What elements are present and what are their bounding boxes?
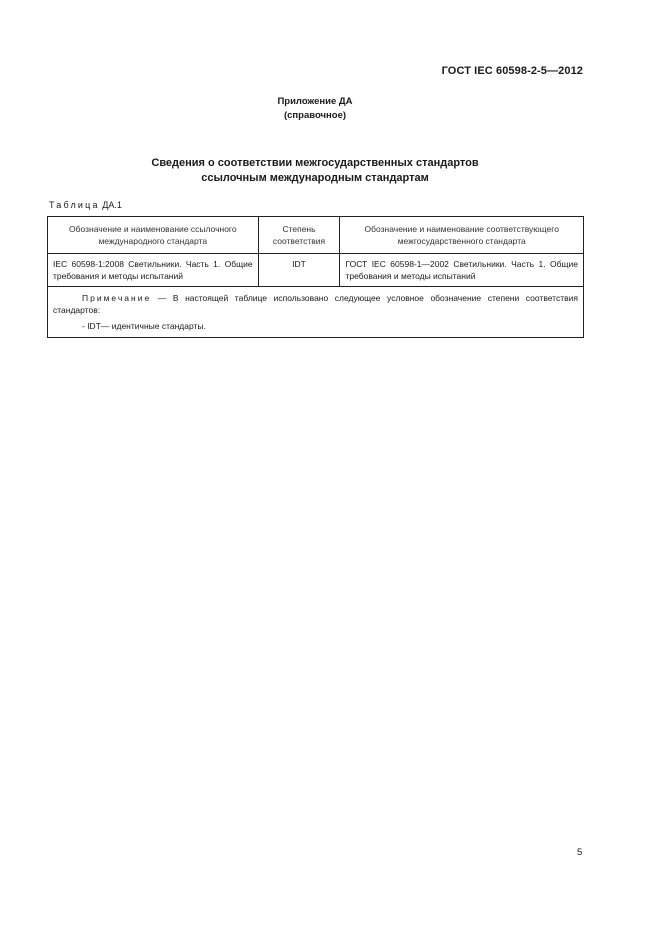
table-note-row	[48, 287, 584, 338]
note-text	[53, 292, 578, 316]
note-body: — В настоящей таблице использовано следующее условное обозначение степени соответствия стандартов:	[53, 293, 578, 315]
document-code: ГОСТ IEC 60598-2-5—2012	[441, 65, 583, 77]
section-title-line-1: Сведения о соответствии межгосударственных стандартов	[151, 157, 479, 169]
table-header-row	[48, 217, 584, 254]
correspondence-table	[47, 216, 584, 338]
cell-international-standard: IEC 60598-1:2008 Светильники. Часть 1. Общие требования и методы испытаний	[48, 254, 259, 287]
table-caption	[49, 200, 122, 210]
appendix-subtitle: (справочное)	[283, 110, 347, 121]
table-note	[48, 287, 584, 338]
cell-degree: IDT	[258, 254, 340, 287]
page-number: 5	[577, 847, 583, 858]
note-label: Примечание	[82, 293, 152, 303]
header-international-standard: Обозначение и наименование ссылочного международного стандарта	[48, 217, 259, 254]
header-interstate-standard: Обозначение и наименование соответствующего межгосударственного стандарта	[340, 217, 584, 254]
table-caption-word: Таблица	[49, 200, 100, 210]
section-title	[0, 156, 630, 186]
section-title-line-2: ссылочным международным стандартам	[201, 172, 429, 184]
cell-interstate-standard: ГОСТ IEC 60598-1—2002 Светильники. Часть 1. Общие требования и методы испытаний	[340, 254, 584, 287]
header-degree: Степень соответствия	[258, 217, 340, 254]
table-row	[48, 254, 584, 287]
table-caption-number: ДА.1	[102, 200, 122, 210]
note-list-item: - IDT— идентичные стандарты.	[82, 321, 206, 331]
appendix-title: Приложение ДА	[277, 96, 353, 107]
appendix-heading	[0, 95, 630, 123]
